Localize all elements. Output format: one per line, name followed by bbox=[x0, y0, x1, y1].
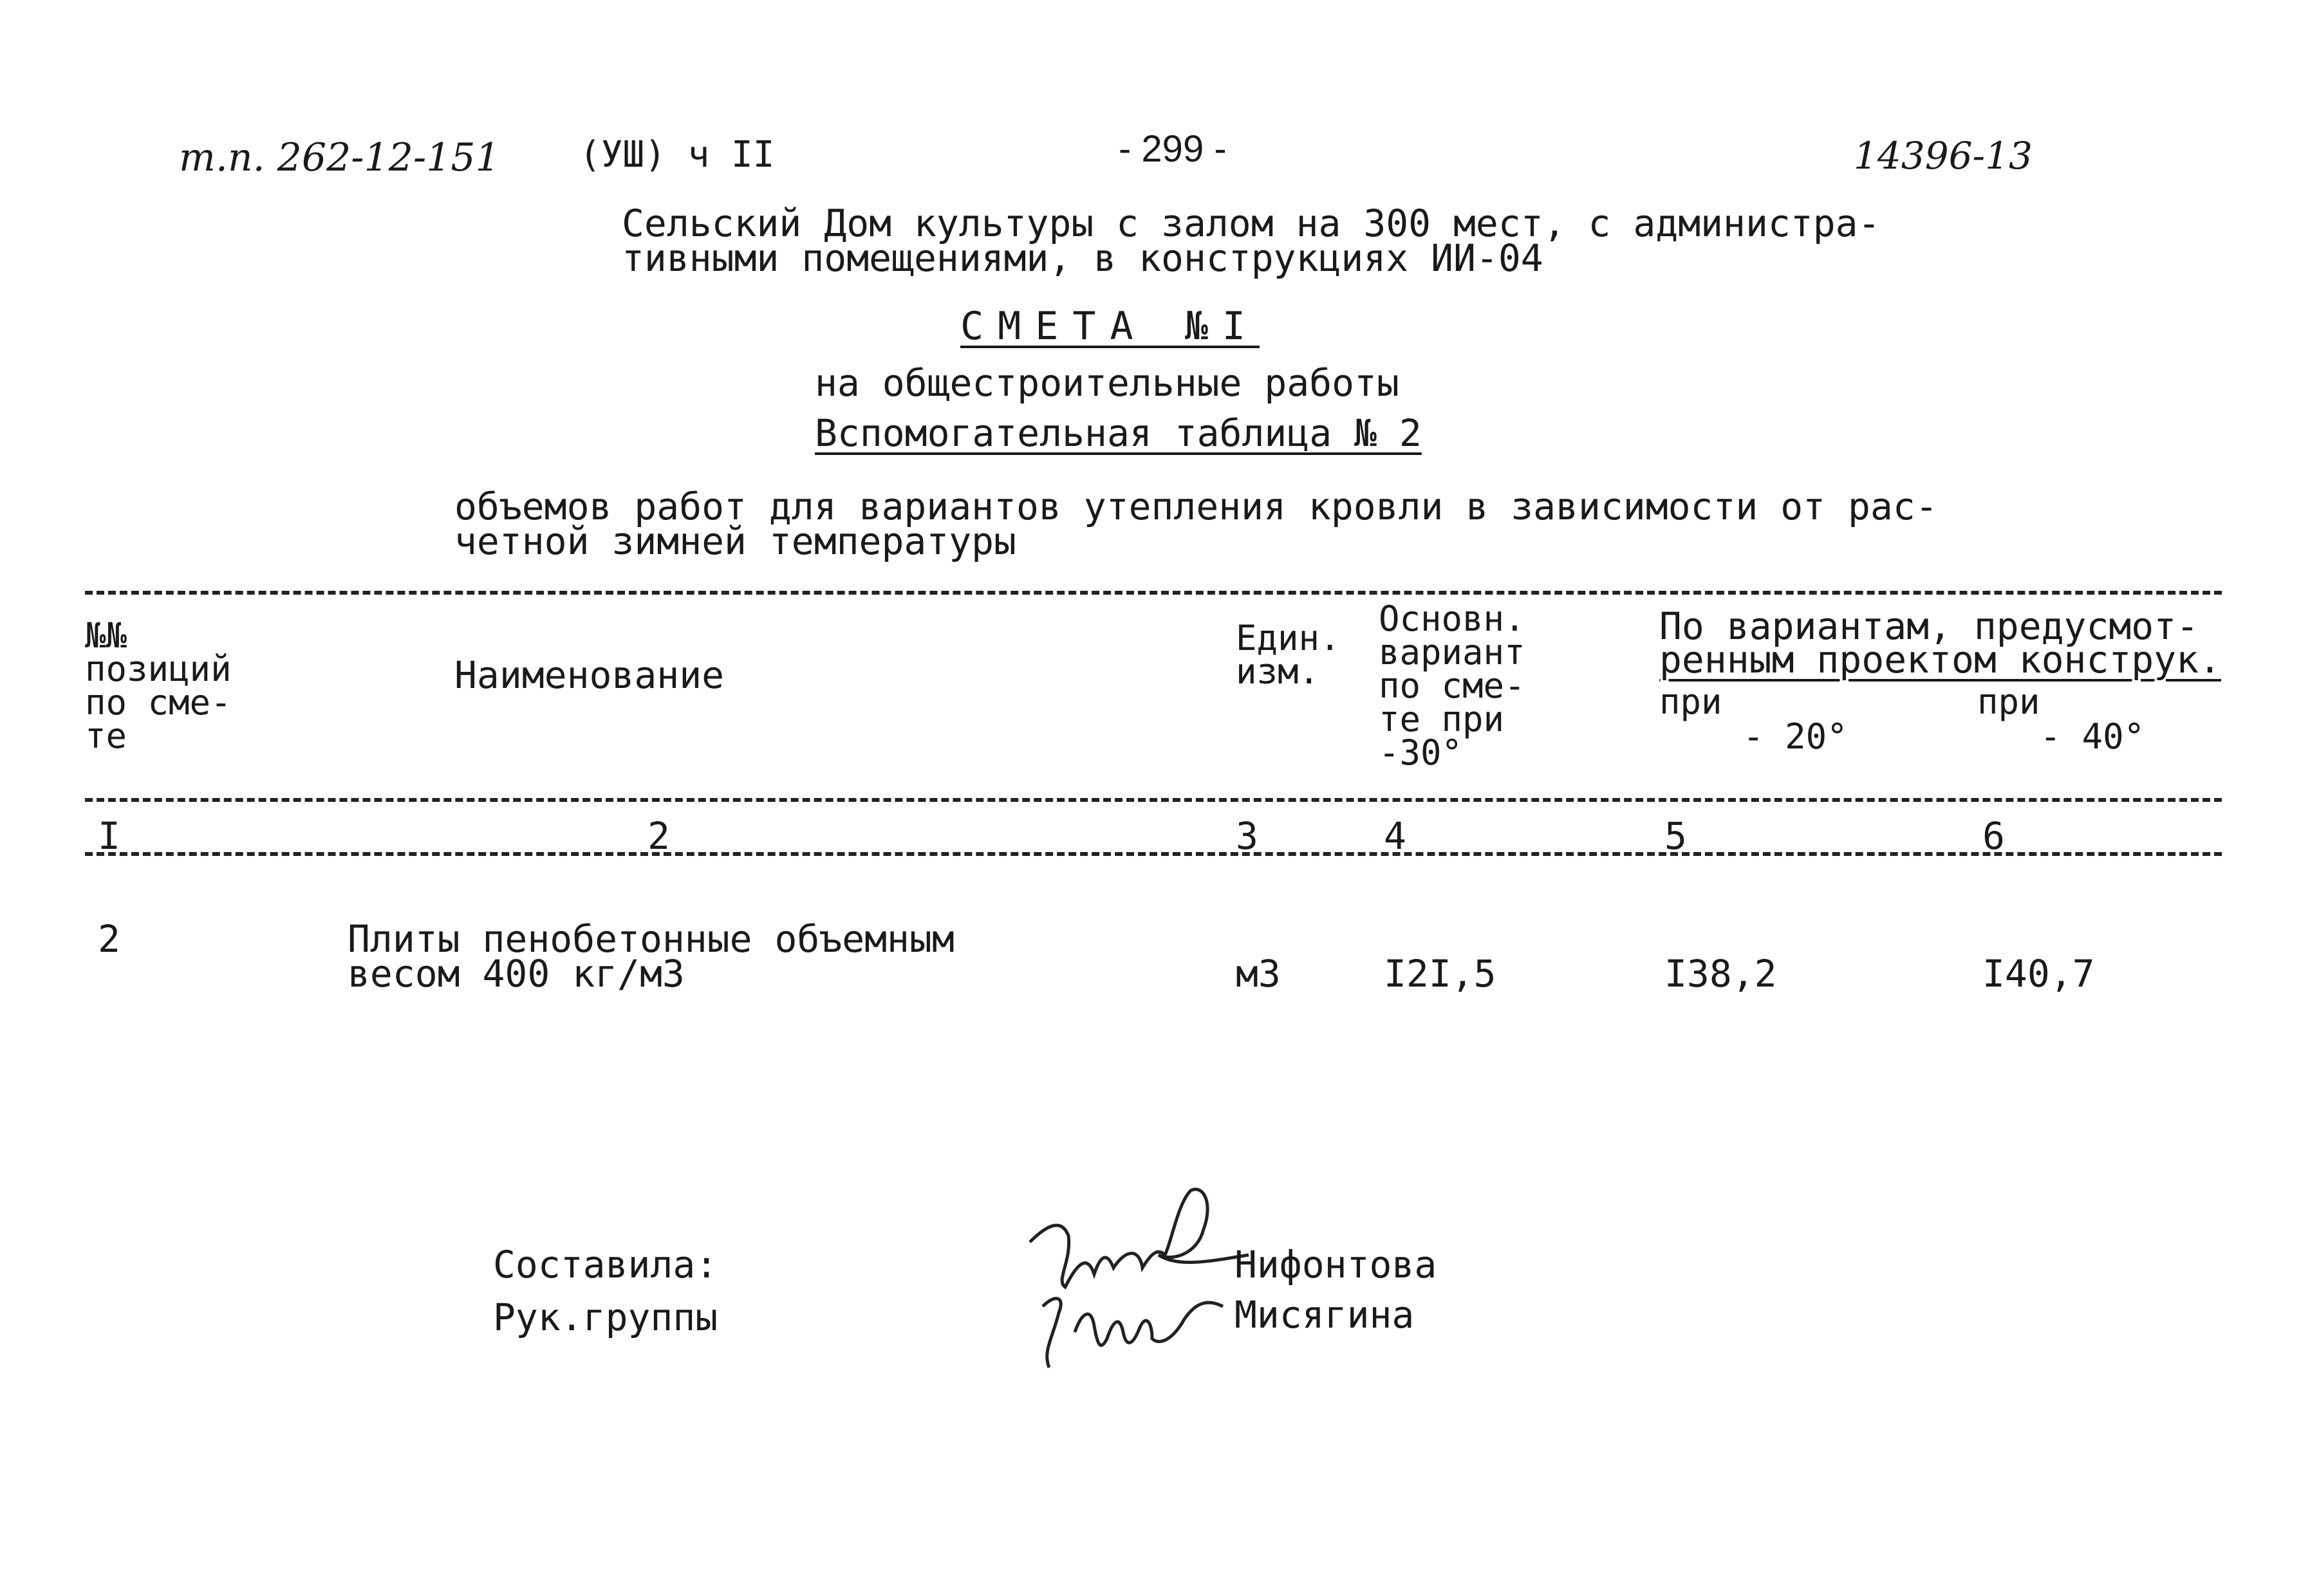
description-line-1: объемов работ для вариантов утепления кровли в зависимости от рас- bbox=[454, 485, 1938, 528]
header-variant-minus40: при - 40° bbox=[1977, 682, 2145, 757]
row-unit: м3 bbox=[1236, 952, 1281, 996]
table-top-rule bbox=[85, 591, 2222, 595]
subject-line-1: Сельский Дом культуры с залом на 300 мест, с администра- bbox=[622, 201, 1881, 245]
header-unit: Един. изм. bbox=[1236, 618, 1341, 692]
section-code: (УШ) ч II bbox=[579, 134, 775, 176]
column-number-5: 5 bbox=[1664, 814, 1687, 858]
document-subtitle: на общестроительные работы bbox=[815, 361, 1399, 405]
header-variant-minus20: при - 20° bbox=[1659, 682, 1848, 757]
column-numbers-bottom-rule bbox=[85, 852, 2222, 856]
column-number-3: 3 bbox=[1236, 814, 1258, 858]
column-number-1: I bbox=[98, 814, 120, 858]
header-bottom-rule bbox=[85, 798, 2222, 802]
header-variants-line-2: ренным проектом конструк. bbox=[1659, 638, 2221, 682]
header-position: №№ позиций по сме- те bbox=[85, 615, 232, 756]
row-value-minus40: I40,7 bbox=[1982, 952, 2095, 996]
column-number-6: 6 bbox=[1982, 814, 2005, 858]
project-code: т.п. 262-12-151 bbox=[179, 135, 500, 180]
compiled-by-label: Составила: bbox=[493, 1243, 718, 1286]
column-number-2: 2 bbox=[647, 814, 670, 858]
subject-line-2: тивными помещениями, в конструкциях ИИ-04 bbox=[622, 236, 1543, 280]
compiler-name: Нифонтова bbox=[1234, 1243, 1437, 1286]
group-head-label: Рук.группы bbox=[493, 1295, 718, 1339]
page-number: - 299 - bbox=[1119, 128, 1227, 170]
document-title: СМЕТА №I bbox=[960, 304, 1260, 349]
row-base-value: I2I,5 bbox=[1384, 952, 1496, 996]
table-title: Вспомогательная таблица № 2 bbox=[815, 411, 1422, 455]
row-value-minus20: I38,2 bbox=[1664, 952, 1777, 996]
archive-number: 14396-13 bbox=[1854, 134, 2033, 178]
description-line-2: четной зимней температуры bbox=[454, 519, 1016, 563]
header-base-variant: Основн. вариант по сме- те при -30° bbox=[1379, 598, 1525, 773]
header-variants-line-1: По вариантам, предусмот- bbox=[1659, 604, 2199, 648]
group-head-name: Мисягина bbox=[1234, 1293, 1415, 1337]
header-name: Наименование bbox=[454, 653, 725, 697]
row-position: 2 bbox=[98, 917, 120, 961]
row-name-line-1: Плиты пенобетонные объемным bbox=[348, 917, 955, 961]
row-name-line-2: весом 400 кг/м3 bbox=[348, 952, 685, 996]
column-number-4: 4 bbox=[1384, 814, 1406, 858]
